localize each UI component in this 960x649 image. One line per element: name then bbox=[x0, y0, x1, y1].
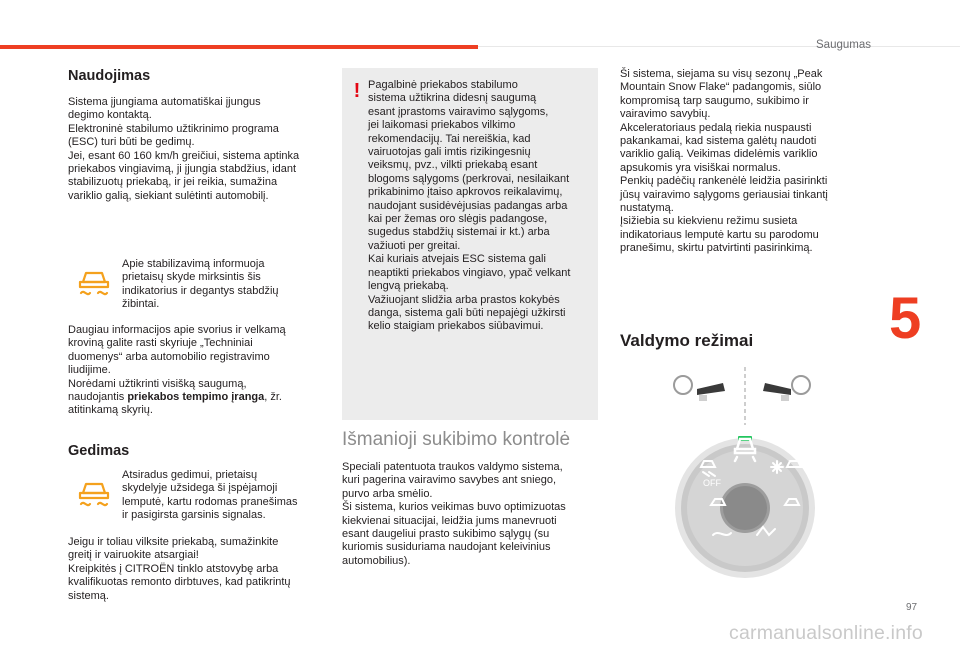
watermark: carmanualsonline.info bbox=[729, 622, 923, 644]
towbar-term: priekabos tempimo įranga bbox=[127, 391, 265, 404]
intelligent-traction-heading: Išmanioji sukibimo kontrolė bbox=[342, 429, 571, 450]
trailer-fault-warning-icon bbox=[75, 476, 113, 510]
usage-heading: Naudojimas bbox=[68, 68, 151, 84]
traction-control-dial-icon bbox=[665, 365, 825, 625]
chapter-number: 5 bbox=[889, 286, 922, 351]
page-number: 97 bbox=[906, 602, 918, 613]
usage-text: Sistema įjungiama automatiškai įjungus degimo kontaktą. Elektroninė stabilumo užtikrinimo programa (ESC) turi būti be gedimų. Jei, esant 60 160 km/h greičiui, sistema aptinka priekabos vingiavimą, ji įjungia stabdžius, idant stabilizuotų priekabą, ir jei reikia, sumažina variklio galią, siekiant sulėtinti automobilį. bbox=[68, 96, 300, 202]
system-description-text: Ši sistema, siejama su visų sezonų „Peak Mountain Snow Flake“ padangomis, siūlo kompromisą tarp saugumo, sukibimo ir vairavimo savybių. Akceleratoriaus pedalą riekia nuspausti pakankamai, kad sistema galėtų naudoti variklio galią. Veikimas didelėmis variklio apsukomis yra visiškai normalus. Penkių padėčių rankenėlė leidžia pasirinkti jūsų vairavimo sąlygoms geriausiai tinkantį nustatymą. Įsižiebia su kiekvienu režimu susieta indikatoriaus lemputė kartu su parodomu pranešimu, skirtu patvirtinti pasirinkimą. bbox=[620, 68, 828, 255]
section-title: Saugumas bbox=[816, 39, 871, 51]
warning-text: Pagalbinė priekabos stabilumo sistema užtikrina didesnį saugumą esant įprastoms vairavimo sąlygoms, jei laikomasi priekabos vilkimo rekomendacijų. Tai nereiškia, kad vairuotojas gali imtis rizikingesnių veiksmų, pvz., vilkti priekabą esant blogoms sąlygoms (perkrovai, nesilaikant prikabinimo įtaiso apkrovos reikalavimų, naudojant susidėvėjusias padangas arba kai per žemas oro slėgis padangose, sugedus stabdžių sistemai ir kt.) arba važiuoti per greitai. Kai kuriais atvejais ESC sistema gali neaptikti priekabos vingiavo, ypač velkant lengvą priekabą. Važiuojant slidžia arba prastos kokybės danga, sistema gali būti nepajėgi užkirsti kelio staigiam priekabos siūbavimui. bbox=[368, 79, 571, 333]
fault-heading: Gedimas bbox=[68, 443, 130, 459]
header-accent-bar bbox=[0, 45, 478, 49]
stability-note: Apie stabilizavimą informuoja prietaisų skyde mirksintis šis indikatorius ir degantys stabdžių žibintai. bbox=[122, 258, 279, 311]
fault-note: Atsiradus gedimui, prietaisų skydelyje užsidega ši įspėjamoji lemputė, kartu rodomas pranešimas ir pasigirsta garsinis signalas. bbox=[122, 469, 298, 522]
more-info-main: Daugiau informacijos apie svorius ir velkamą kroviną galite rasti skyriuje „Techniniai duomenys“ arba automobilio registravimo liudijime. Norėdami užtikrinti visišką saugumą, naudojantis bbox=[68, 324, 286, 404]
dial-off-label: OFF bbox=[703, 478, 721, 488]
intelligent-traction-text: Speciali patentuota traukos valdymo sistema, kuri pagerina vairavimo savybes ant sniego, purvo arba smėlio. Ši sistema, kurios veikimas buvo optimizuotas kiekvienai situacijai, leidžia jums manevruoti esant daugeliui prasto sukibimo sąlygų (su kuriomis susiduriama naudojant keleivinius automobilius). bbox=[342, 461, 566, 567]
control-modes-heading: Valdymo režimai bbox=[620, 331, 754, 350]
more-info-text bbox=[68, 324, 323, 418]
warning-exclamation-icon: ! bbox=[353, 80, 361, 102]
header-rule bbox=[478, 46, 960, 47]
fault-text: Jeigu ir toliau vilksite priekabą, sumažinkite greitį ir vairuokite atsargiai! Kreipkitės į CITROËN tinklo atstovybę arba kvalifikuotas remonto dirbtuves, kad patikrintų sistemą. bbox=[68, 536, 291, 602]
trailer-stability-warning-icon bbox=[75, 265, 113, 299]
more-info-tail: , žr. atitinkamą skyrių. bbox=[68, 391, 282, 417]
